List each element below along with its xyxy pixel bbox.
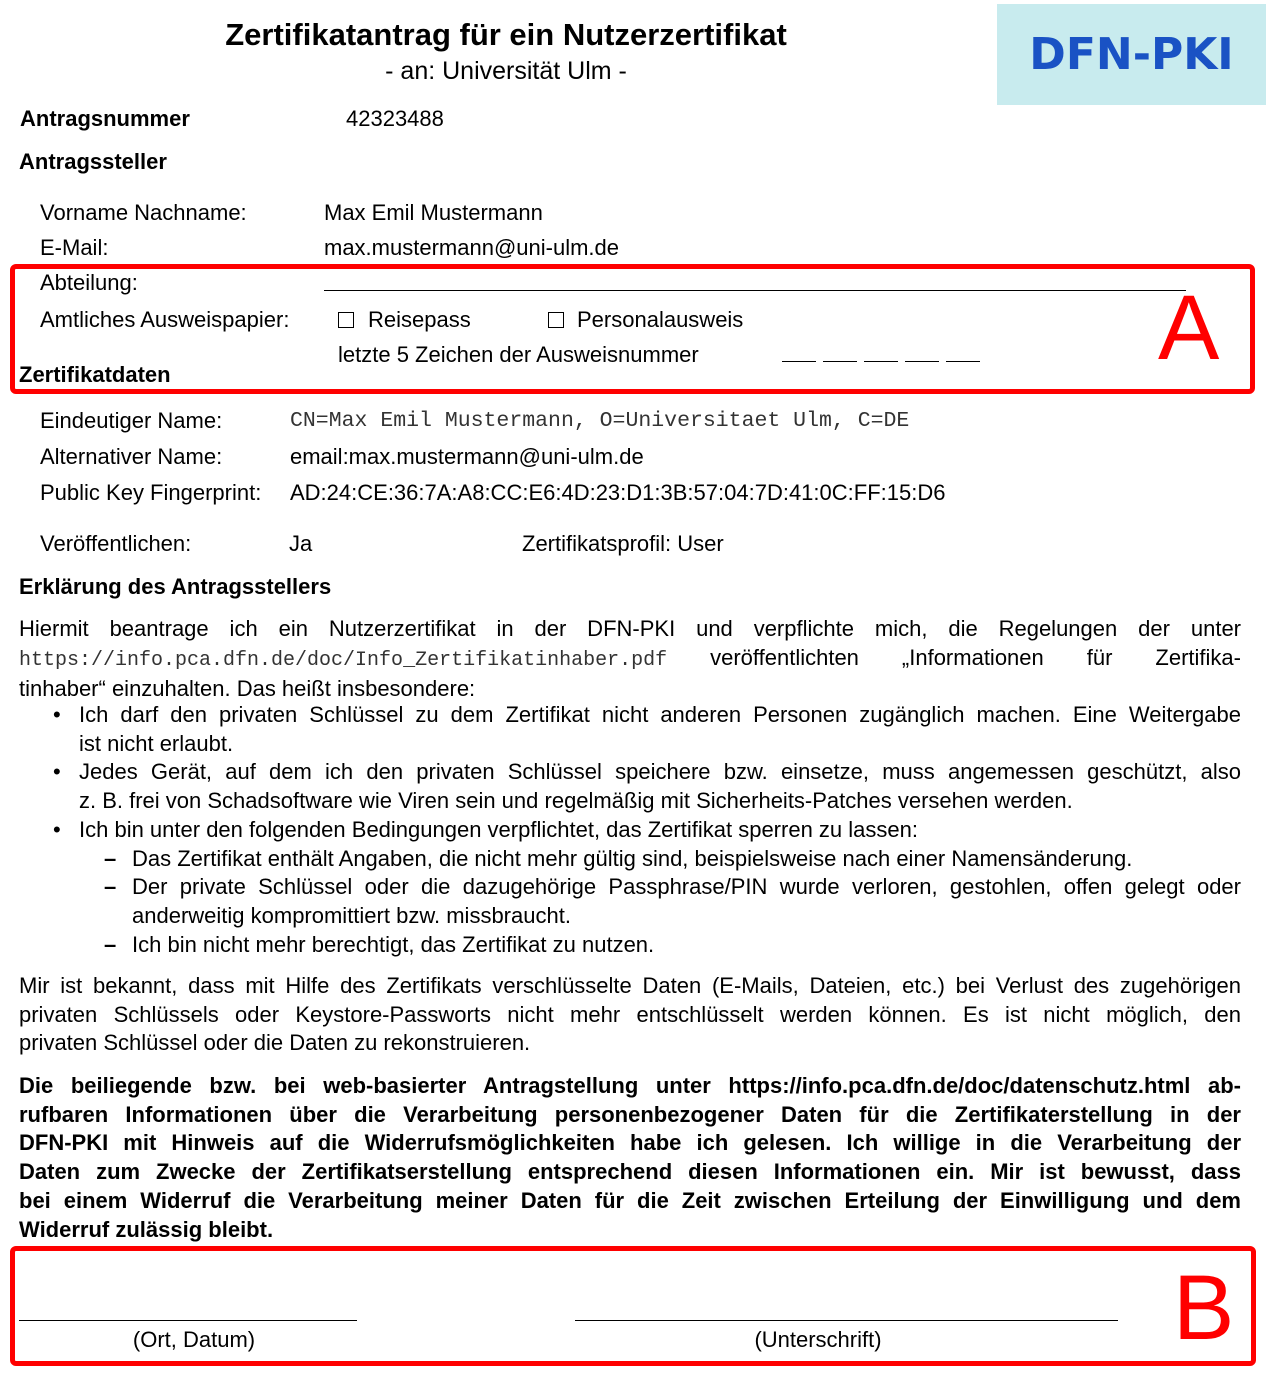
ausweis-label: Amtliches Ausweispapier:: [40, 307, 290, 332]
para3-line-3: DFN-PKI mit Hinweis auf die Widerrufsmöglichkeiten habe ich gelesen. Ich willige in die Verarbeitung der: [19, 1130, 1241, 1156]
para3-line-6: Widerruf zulässig bleibt.: [19, 1216, 274, 1242]
zertifikatsprofil: Zertifikatsprofil: User: [522, 531, 724, 556]
sub-1-line-1: Das Zertifikat enthält Angaben, die nicht mehr gültig sind, beispielsweise nach einer Namensänderung.: [132, 845, 1133, 871]
bullet-icon: •: [53, 759, 61, 785]
email-value: max.mustermann@uni-ulm.de: [324, 235, 619, 260]
dn-value: CN=Max Emil Mustermann, O=Universitaet Ulm, C=DE: [290, 409, 910, 433]
ausweis-digits-label: letzte 5 Zeichen der Ausweisnummer: [338, 342, 699, 367]
erklaerung-paragraph-2: [19, 972, 1241, 1058]
para2-line-2: privaten Schlüssels oder Keystore-Passworts nicht mehr entschlüsselt werden können. Es ist nicht möglich, den: [19, 1001, 1241, 1027]
fingerprint-label: Public Key Fingerprint:: [40, 480, 262, 505]
info-url[interactable]: https://info.pca.dfn.de/doc/Info_Zertifikatinhaber.pdf: [19, 648, 668, 672]
annotation-label-b: B: [1173, 1257, 1235, 1359]
erklaerung-intro: [19, 615, 1241, 704]
page-title: Zertifikatantrag für ein Nutzerzertifikat: [225, 17, 787, 52]
antragsnummer-value: 42323488: [346, 106, 444, 131]
unterschrift-label: (Unterschrift): [754, 1327, 882, 1352]
intro-line-3: tinhaber“ einzuhalten. Das heißt insbesondere:: [19, 676, 476, 702]
annotation-box-b: [10, 1246, 1256, 1366]
sub-list-item: [19, 931, 1241, 960]
intro-line-2-text: veröffentlichten „Informationen für Zertifika-: [710, 644, 1241, 670]
antragssteller-heading: Antragssteller: [19, 149, 167, 174]
erklaerung-paragraph-3: [19, 1072, 1241, 1244]
ort-datum-label: (Ort, Datum): [132, 1327, 256, 1352]
abteilung-label: Abteilung:: [40, 270, 138, 295]
sub-2-line-2: anderweitig kompromittiert bzw. missbraucht.: [132, 902, 571, 928]
para3-line-2: rufbaren Informationen über die Verarbeitung personenbezogener Daten für die Zertifikaterstellung in der: [19, 1101, 1241, 1127]
bullet-2-line-2: z. B. frei von Schadsoftware wie Viren sein und regelmäßig mit Sicherheits-Patches versehen werden.: [79, 788, 1073, 814]
para2-line-1: Mir ist bekannt, dass mit Hilfe des Zertifikats verschlüsselte Daten (E-Mails, Dateien, etc.) bei Verlust des zugehörigen: [19, 973, 1241, 998]
annotation-box-a: [10, 264, 1255, 394]
name-value: Max Emil Mustermann: [324, 200, 543, 225]
sub-2-line-1: Der private Schlüssel oder die dazugehörige Passphrase/PIN wurde verloren, gestohlen, offen gelegt oder: [132, 874, 1241, 900]
bullet-icon: •: [53, 816, 61, 842]
obligations-list: [19, 701, 1241, 959]
bullet-2-line-1: Jedes Gerät, auf dem ich den privaten Schlüssel speichere bzw. einsetze, muss angemessen geschützt, also: [79, 759, 1241, 785]
zertifikatdaten-heading: Zertifikatdaten: [19, 362, 171, 387]
list-item: [19, 816, 1241, 845]
bullet-1-line-1: Ich darf den privaten Schlüssel zu dem Zertifikat nicht anderen Personen zugänglich machen. Eine Weitergabe: [79, 702, 1241, 727]
dfn-pki-logo: DFN-PKI: [997, 4, 1266, 105]
personalausweis-label: Personalausweis: [577, 307, 744, 332]
bullet-icon: •: [53, 702, 61, 727]
veroeffentlichen-label: Veröffentlichen:: [40, 531, 192, 556]
sub-list-item: [19, 873, 1241, 930]
dash-icon: –: [104, 931, 117, 957]
list-item: [19, 758, 1241, 815]
bullet-3-line-1: Ich bin unter den folgenden Bedingungen verpflichtet, das Zertifikat sperren zu lassen:: [79, 816, 918, 842]
intro-line-2: [19, 644, 1241, 676]
list-item: [19, 701, 1241, 758]
para3-line-1: Die beiliegende bzw. bei web-basierter Antragstellung unter https://info.pca.dfn.de/doc/datenschutz.html ab-: [19, 1073, 1241, 1098]
sub-3-line-1: Ich bin nicht mehr berechtigt, das Zertifikat zu nutzen.: [132, 931, 655, 957]
annotation-label-a: A: [1158, 277, 1220, 379]
dash-icon: –: [104, 845, 117, 871]
bullet-1-line-2: ist nicht erlaubt.: [79, 730, 234, 756]
sub-list-item: [19, 845, 1241, 874]
fingerprint-value: AD:24:CE:36:7A:A8:CC:E6:4D:23:D1:3B:57:04:7D:41:0C:FF:15:D6: [290, 480, 946, 505]
dash-icon: –: [104, 874, 117, 900]
intro-line-1: Hiermit beantrage ich ein Nutzerzertifikat in der DFN-PKI und verpflichte mich, die Regelungen der unter: [19, 616, 1241, 641]
veroeffentlichen-value: Ja: [289, 531, 313, 556]
name-label: Vorname Nachname:: [40, 200, 247, 225]
erklaerung-heading: Erklärung des Antragsstellers: [19, 574, 332, 599]
alt-name-label: Alternativer Name:: [40, 444, 223, 469]
reisepass-label: Reisepass: [368, 307, 471, 332]
antragsnummer-label: Antragsnummer: [20, 106, 190, 131]
para3-line-5: bei einem Widerruf die Verarbeitung meiner Daten für die Zeit zwischen Erteilung der Einwilligung und dem: [19, 1187, 1241, 1213]
para2-line-3: privaten Schlüssel oder die Daten zu rekonstruieren.: [19, 1030, 531, 1056]
para3-line-4: Daten zum Zwecke der Zertifikatserstellung entsprechend diesen Informationen ein. Mir ist bewusst, dass: [19, 1159, 1241, 1185]
page-subtitle: - an: Universität Ulm -: [385, 57, 627, 85]
dn-label: Eindeutiger Name:: [40, 408, 223, 433]
alt-name-value: email:max.mustermann@uni-ulm.de: [290, 444, 644, 469]
email-label: E-Mail:: [40, 235, 109, 260]
